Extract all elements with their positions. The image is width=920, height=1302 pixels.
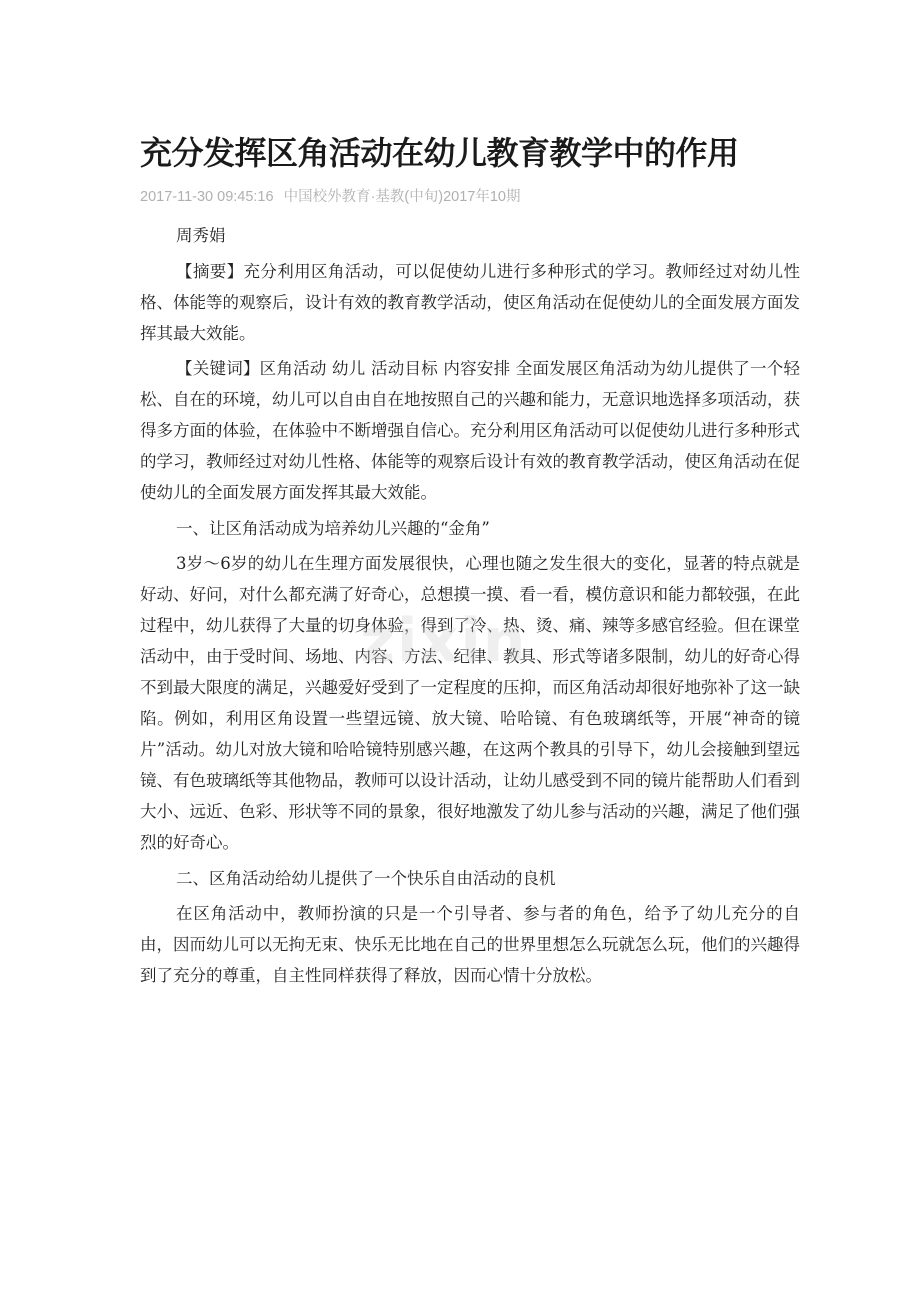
article-title: 充分发挥区角活动在幼儿教育教学中的作用 xyxy=(140,134,739,172)
section-heading-2: 二、区角活动给幼儿提供了一个快乐自由活动的良机 xyxy=(176,868,556,888)
keywords-paragraph: 【关键词】区角活动 幼儿 活动目标 内容安排 全面发展区角活动为幼儿提供了一个轻松、自在的环境，幼儿可以自由自在地按照自己的兴趣和能力，无意识地选择多项活动，获得多方面的体验，在体验中不断增强自信心。充分利用区角活动可以促使幼儿进行多种形式的学习，教师经过对幼儿性格、体能等的观察后设计有效的教育教学活动，使区角活动在促使幼儿的全面发展方面发挥其最大效能。 xyxy=(140,359,800,502)
publication-source: 中国校外教育·基教(中旬)2017年10期 xyxy=(283,189,521,205)
body-paragraph: 在区角活动中，教师扮演的只是一个引导者、参与者的角色，给予了幼儿充分的自由，因而幼儿可以无拘无束、快乐无比地在自己的世界里想怎么玩就怎么玩，他们的兴趣得到了充分的尊重，自主性同样获得了释放，因而心情十分放松。 xyxy=(140,904,800,985)
section-heading-1: 一、让区角活动成为培养幼儿兴趣的“金角” xyxy=(176,518,490,538)
publish-timestamp: 2017-11-30 09:45:16 xyxy=(140,189,274,205)
watermark: zixin xyxy=(360,606,528,676)
body-paragraph: 3岁～6岁的幼儿在生理方面发展很快，心理也随之发生很大的变化，显著的特点就是好动、好问，对什么都充满了好奇心，总想摸一摸、看一看，模仿意识和能力都较强，在此过程中，幼儿获得了大量的切身体验，得到了冷、热、烫、痛、辣等多感官经验。但在课堂活动中，由于受时间、场地、内容、方法、纪律、教具、形式等诸多限制，幼儿的好奇心得不到最大限度的满足，兴趣爱好受到了一定程度的压抑，而区角活动却很好地弥补了这一缺陷。例如，利用区角设置一些望远镜、放大镜、哈哈镜、有色玻璃纸等，开展“神奇的镜片”活动。幼儿对放大镜和哈哈镜特别感兴趣，在这两个教具的引导下，幼儿会接触到望远镜、有色玻璃纸等其他物品，教师可以设计活动，让幼儿感受到不同的镜片能帮助人们看到大小、远近、色彩、形状等不同的景象，很好地激发了幼儿参与活动的兴趣，满足了他们强烈的好奇心。 xyxy=(140,554,800,852)
abstract-paragraph: 【摘要】充分利用区角活动，可以促使幼儿进行多种形式的学习。教师经过对幼儿性格、体能等的观察后，设计有效的教育教学活动，使区角活动在促使幼儿的全面发展方面发挥其最大效能。 xyxy=(140,261,800,343)
author-name: 周秀娟 xyxy=(176,226,226,245)
article-meta xyxy=(140,185,526,209)
article-body xyxy=(140,220,800,996)
